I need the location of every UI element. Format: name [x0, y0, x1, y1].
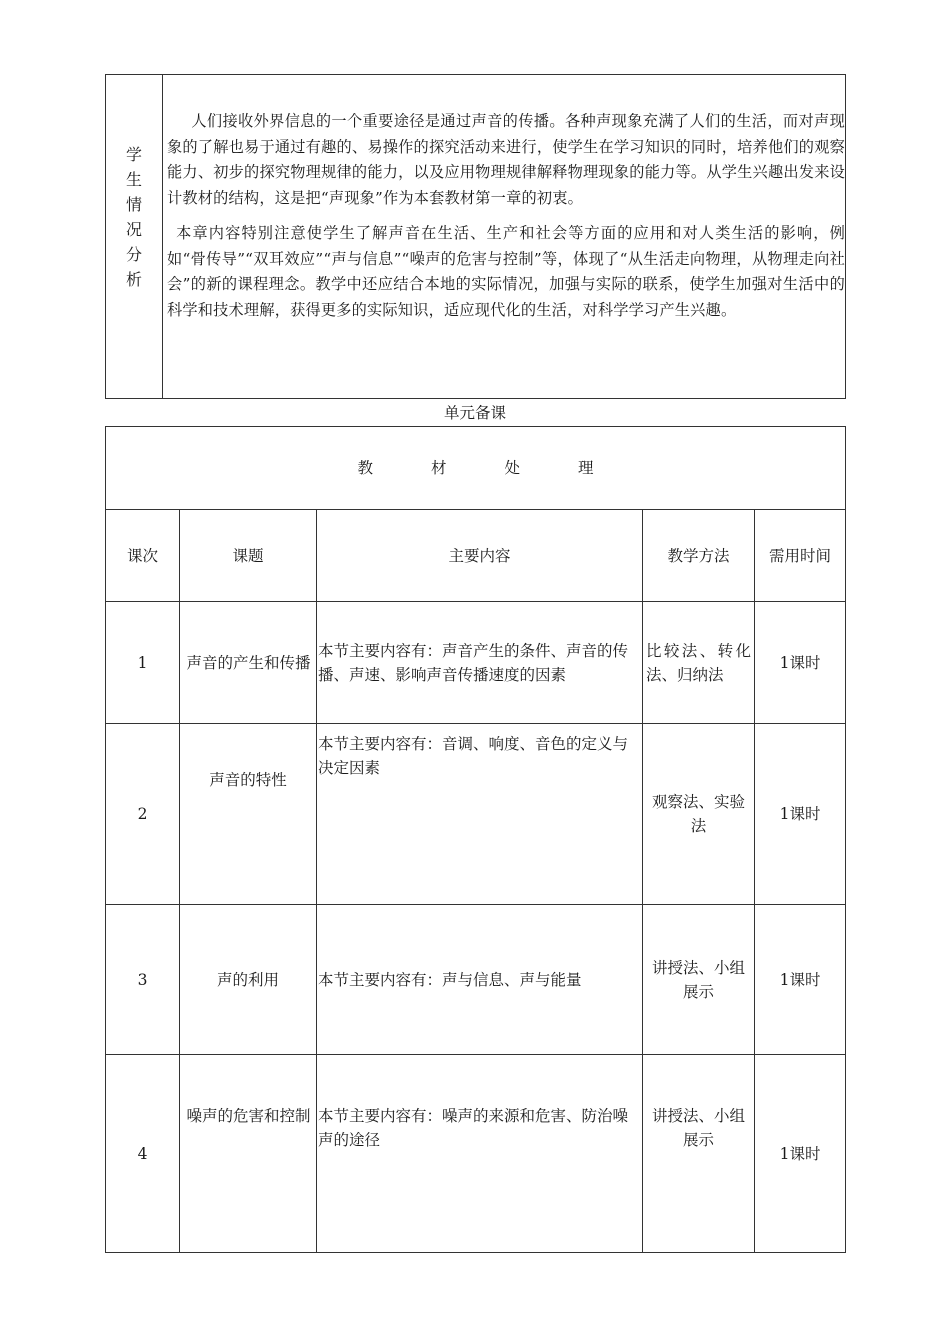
lesson-method: 讲授法、小组展示 [643, 1055, 755, 1253]
lesson-topic: 声音的产生和传播 [180, 602, 317, 724]
analysis-content [163, 75, 845, 398]
lesson-method: 比较法、转化法、归纳法 [643, 602, 755, 724]
lesson-number: 3 [106, 905, 180, 1055]
header-method: 教学方法 [643, 510, 755, 602]
lesson-number: 1 [106, 602, 180, 724]
title-word: 处 [504, 459, 521, 477]
table-header-row [106, 510, 846, 602]
analysis-paragraph-2: 本章内容特别注意使学生了解声音在生活、生产和社会等方面的应用和对人类生活的影响，例如“骨传导”“双耳效应”“声与信息”“噪声的危害与控制”等，体现了“从生活走向物理，从物理走向社会”的新的课程理念。教学中还应结合本地的实际情况，加强与实际的联系，使学生加强对生活中的科学和技术理解，获得更多的实际知识，适应现代化的生活，对科学学习产生兴趣。 [167, 224, 845, 319]
lesson-time: 1课时 [755, 1055, 846, 1253]
lesson-method: 讲授法、小组展示 [643, 905, 755, 1055]
header-lesson: 课次 [106, 510, 180, 602]
title-word: 教 [357, 459, 374, 477]
analysis-label-cell [106, 75, 163, 398]
table-row [106, 602, 846, 724]
lesson-content: 本节主要内容有：声与信息、声与能量 [317, 905, 643, 1055]
table-row [106, 724, 846, 905]
lesson-time: 1课时 [755, 724, 846, 905]
lesson-content: 本节主要内容有：声音产生的条件、声音的传播、声速、影响声音传播速度的因素 [317, 602, 643, 724]
unit-caption: 单元备课 [443, 404, 506, 422]
analysis-label: 学生情况分析 [125, 144, 142, 289]
analysis-paragraph-1: 人们接收外界信息的一个重要途径是通过声音的传播。各种声现象充满了人们的生活，而对声现象的了解也易于通过有趣的、易操作的探究活动来进行，使学生在学习知识的同时，培养他们的观察能力、初步的探究物理规律的能力，以及应用物理规律解释物理现象的能力等。从学生兴趣出发来设计教材的结构，这是把“声现象”作为本套教材第一章的初衷。 [167, 112, 845, 207]
lesson-number: 2 [106, 724, 180, 905]
lesson-time: 1课时 [755, 602, 846, 724]
lesson-content: 本节主要内容有：噪声的来源和危害、防治噪声的途径 [317, 1055, 643, 1253]
header-time: 需用时间 [755, 510, 846, 602]
table-title [106, 427, 846, 510]
lesson-number: 4 [106, 1055, 180, 1253]
lesson-topic: 声音的特性 [180, 724, 317, 905]
lesson-content: 本节主要内容有：音调、响度、音色的定义与决定因素 [317, 724, 643, 905]
header-topic: 课题 [180, 510, 317, 602]
unit-plan-table [105, 426, 846, 1253]
lesson-topic: 噪声的危害和控制 [180, 1055, 317, 1253]
student-analysis-table [105, 74, 846, 399]
table-row [106, 1055, 846, 1253]
table-row [106, 905, 846, 1055]
lesson-method: 观察法、实验法 [643, 724, 755, 905]
lesson-time: 1课时 [755, 905, 846, 1055]
title-word: 理 [578, 459, 594, 477]
table-title-row [106, 427, 846, 510]
header-content: 主要内容 [317, 510, 643, 602]
title-word: 材 [431, 459, 447, 477]
lesson-topic: 声的利用 [180, 905, 317, 1055]
